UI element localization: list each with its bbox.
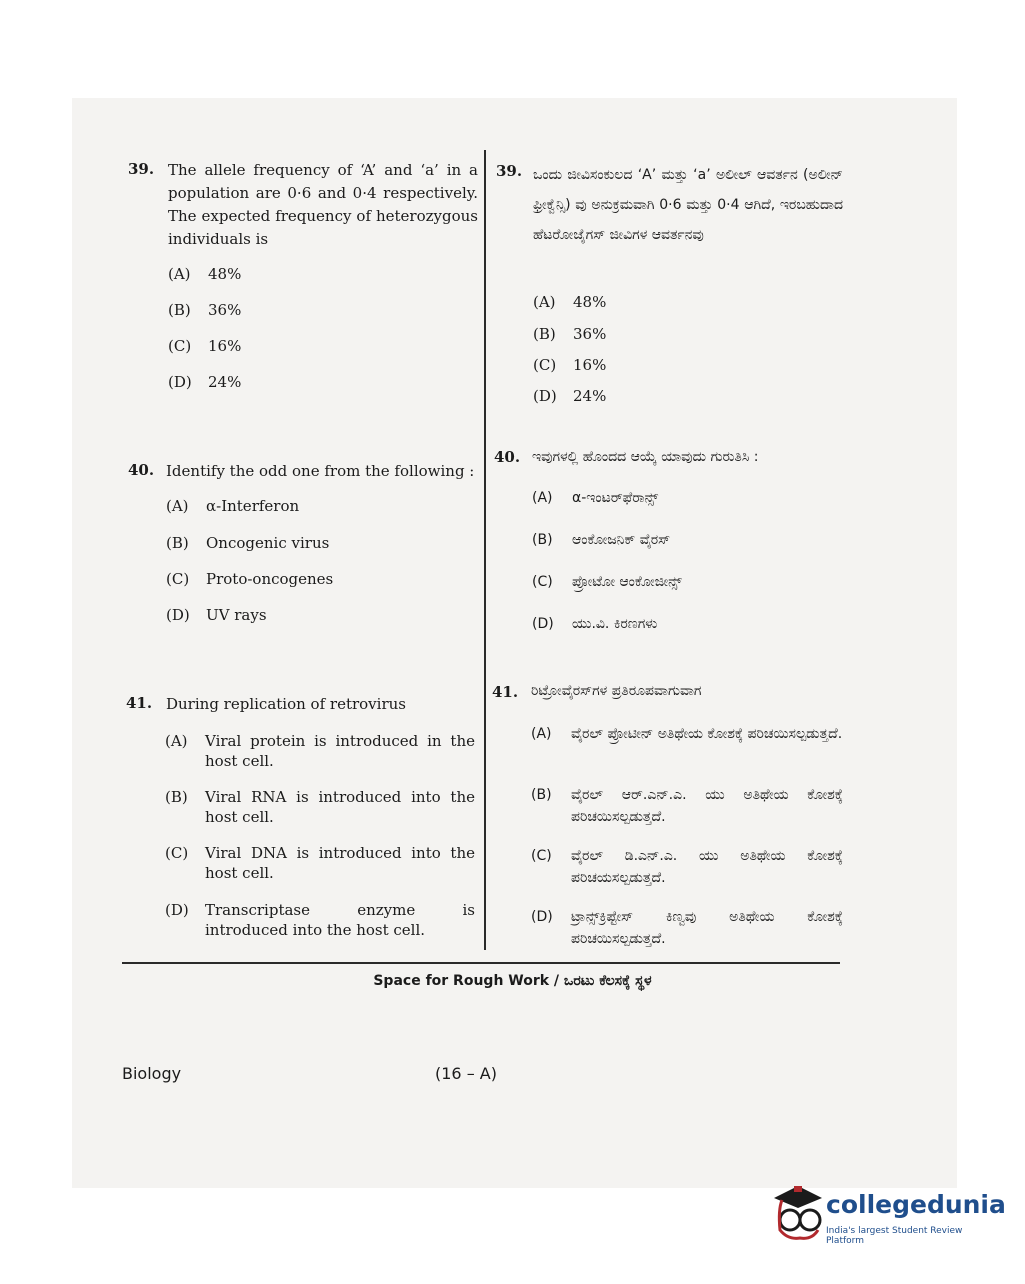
q40-kn-text: ಇವುಗಳಲ್ಲಿ ಹೊಂದದ ಆಯ್ಕೆ ಯಾವುದು ಗುರುತಿಸಿ : <box>532 449 759 465</box>
footer-subject: Biology <box>122 1064 182 1083</box>
q39-kn-number: 39. <box>496 162 523 180</box>
q39-kn-text: ಒಂದು ಜೀವಿಸಂಕುಲದ ‘A’ ಮತ್ತು ‘a’ ಅಲೀಲ್ ಆವರ್ತನ (ಅಲೀನ್ ಫ್ರೀಕ್ವೆನ್ಸಿ) ವು ಅನುಕ್ರಮವಾಗಿ 0·6 ಮತ್ತು 0·4 ಆಗಿದೆ, ಇರಬಹುದಾದ ಹೆಟರೋಜೈಗಸ್ ಜೀವಿಗಳ ಆವರ್ತನವು <box>533 167 843 243</box>
q39-en-text: The allele frequency of ‘A’ and ‘a’ in a population are 0·6 and 0·4 respectively. The expected frequency of heterozygous individuals is <box>168 161 478 248</box>
q40-en-text: Identify the odd one from the following : <box>166 462 475 480</box>
q41-en-text: During replication of retrovirus <box>166 695 406 713</box>
column-divider <box>484 150 486 950</box>
rough-work-label: Space for Rough Work / ಒರಟು ಕೆಲಸಕ್ಕೆ ಸ್ಥಳ <box>373 973 652 989</box>
exam-page: 39. The allele frequency of ‘A’ and ‘a’ in a population are 0·6 and 0·4 respectively. The expected frequency of heterozygous individuals is (A) 48% (B) 36% (C) 16% (D) 24% 40. Identify the odd one from the following : (A) α-Interferon (B) Oncogenic virus (C) Proto-oncogenes (D) UV rays 41. During replication of retrovirus (A) Viral protein is introduced in the host cell. (B) Viral RNA is introduced into the host cell. (C) Viral DNA is introduced into the host cell. (D) Transcriptase enzyme is introduced into the host cell. 39. ಒಂದು ಜೀವಿಸಂಕುಲದ ‘A’ ಮತ್ತು ‘a’ ಅಲೀಲ್ ಆವರ್ತನ (ಅಲೀನ್ ಫ್ರೀಕ್ವೆನ್ಸಿ) ವು ಅನುಕ್ರಮವಾಗಿ 0·6 ಮತ್ತು 0·4 ಆಗಿದೆ, ಇರಬಹುದಾದ ಹೆಟರೋಜೈಗಸ್ ಜೀವಿಗಳ ಆವರ್ತನವು (A) 48% (B) 36% (C) 16% (D) 24% 40. ಇವುಗಳಲ್ಲಿ ಹೊಂದದ ಆಯ್ಕೆ ಯಾವುದು ಗುರುತಿಸಿ : (A) α-ಇಂಟರ್‌ಫೆರಾನ್ಸ್ (B) ಆಂಕೋಜನಿಕ್ ವೈರಸ್ (C) ಪ್ರೋಟೋ ಆಂಕೋಜೀನ್ಸ್ (D) ಯು.ವಿ. ಕಿರಣಗಳು 41. ರಿಟ್ರೋವೈರಸ್‌ಗಳ ಪ್ರತಿರೂಪವಾಗುವಾಗ (A) ವೈರಲ್ ಪ್ರೋಟೀನ್ ಅತಿಥೇಯ ಕೋಶಕ್ಕೆ ಪರಿಚಯಿಸಲ್ಪಡುತ್ತದೆ. (B) ವೈರಲ್ ಆರ್.ಎನ್.ಎ. ಯು ಅತಿಥೇಯ ಕೋಶಕ್ಕೆ ಪರಿಚಯಿಸಲ್ಪಡುತ್ತದೆ. (C) ವೈರಲ್ ಡಿ.ಎನ್.ಎ. ಯು ಅತಿಥೇಯ ಕೋಶಕ್ಕೆ ಪರಿಚಯಸಲ್ಪಡುತ್ತದೆ. (D) ಟ್ರಾನ್ಸ್‌ಕ್ರಿಪ್ಟೇಸ್ ಕಿಣ್ವವು ಅತಿಥೇಯ ಕೋಶಕ್ಕೆ ಪರಿಚಯಿಸಲ್ಪಡುತ್ತದೆ. Space for Rough Work / ಒರಟು ಕೆಲಸಕ್ಕೆ ಸ್ಥಳ Biology (16 – A) collegedunia India's largest Student Review Platform <box>0 0 1025 1284</box>
q39-en-number: 39. <box>128 160 155 178</box>
rough-work-rule <box>122 962 840 964</box>
logo-tagline: India's largest Student Review Platform <box>826 1226 963 1246</box>
q41-en-number: 41. <box>126 694 153 712</box>
q40-kn-number: 40. <box>494 448 521 466</box>
logo-name: collegedunia <box>826 1190 1006 1219</box>
q41-kn-number: 41. <box>492 683 519 701</box>
mascot-icon <box>768 1180 824 1246</box>
footer-page-code: (16 – A) <box>435 1064 497 1083</box>
q40-en-number: 40. <box>128 461 155 479</box>
collegedunia-logo <box>768 1180 1006 1250</box>
q41-kn-text: ರಿಟ್ರೋವೈರಸ್‌ಗಳ ಪ್ರತಿರೂಪವಾಗುವಾಗ <box>531 683 702 699</box>
